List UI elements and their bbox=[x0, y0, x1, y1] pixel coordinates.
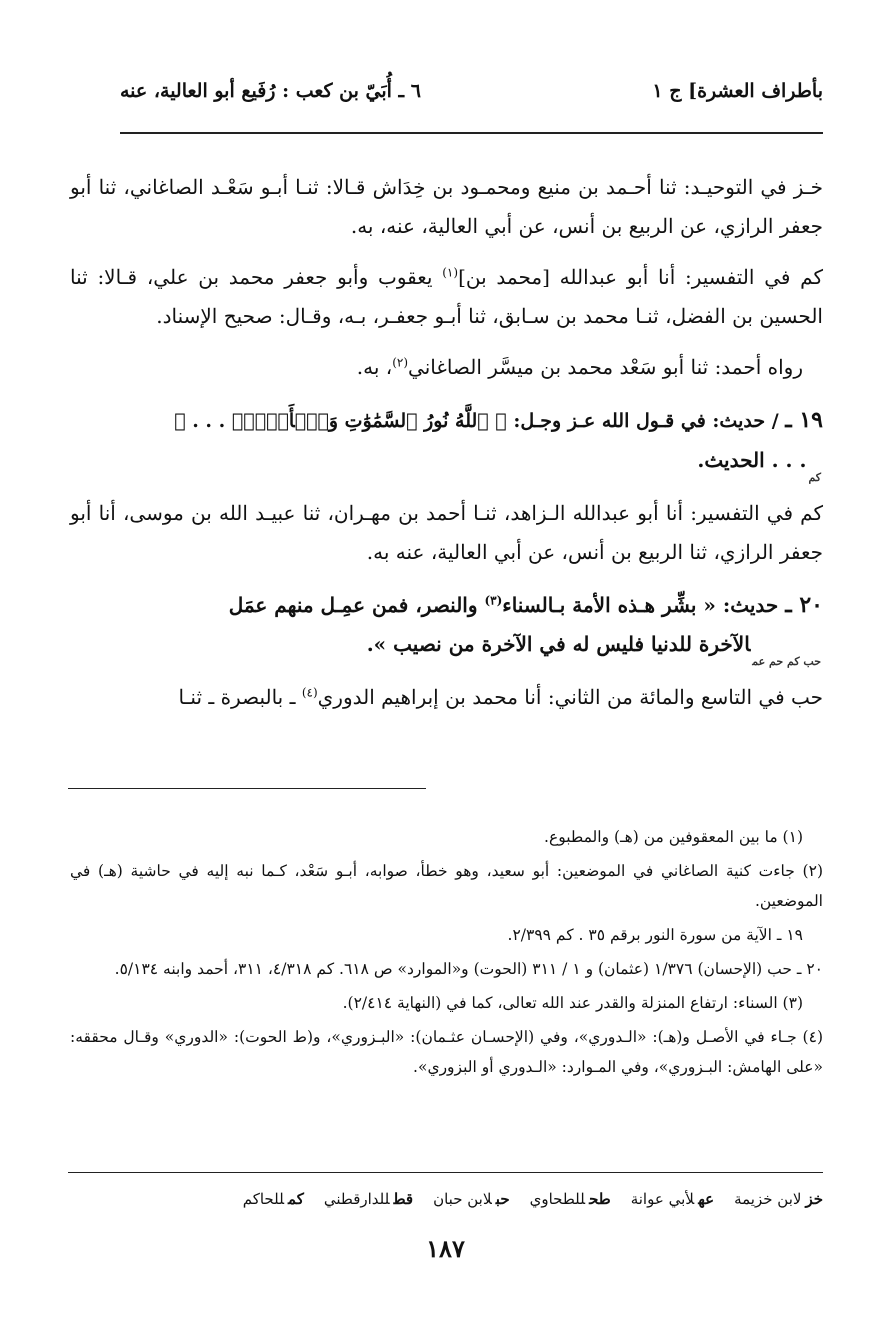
legend-item bbox=[243, 1190, 304, 1208]
siglum-legend bbox=[68, 1190, 823, 1208]
legend-item bbox=[324, 1190, 413, 1208]
source-siglum: كم bbox=[808, 471, 821, 484]
paragraph-text: خـز في التوحيـد: ثنا أحـمد بن منيع ومحمـود بن خِدَاش قـالا: ثنـا أبـو سَعْـد الصاغاني، ثنا أبو جعفر الرازي، عن الربيع بن أنس، عن أبي العالية، عنه، به. bbox=[70, 175, 823, 238]
legend-value: لابن حبان bbox=[433, 1190, 492, 1208]
paragraph-khuz bbox=[70, 168, 823, 246]
header-chapter: ٦ ـ أُبَيّ بن كعب : رُفَيع أبو العالية، عنه bbox=[120, 80, 421, 102]
legend-item bbox=[734, 1190, 823, 1208]
paragraph-ahmad bbox=[70, 348, 823, 387]
legend-key: طح bbox=[589, 1190, 611, 1208]
page-number: ١٨٧ bbox=[426, 1234, 465, 1263]
footnote: (٢) جاءت كنية الصاغاني في الموضعين: أبو سعيد، وهو خطأ، صوابه، أبـو سَعْد، كـما نبه إليه في حاشية (هـ) في الموضعين. bbox=[70, 862, 823, 910]
legend-rule bbox=[68, 1172, 823, 1173]
paragraph-hibban bbox=[70, 678, 823, 717]
legend-item bbox=[433, 1190, 510, 1208]
paragraph-text: كم في التفسير: أنا أبو عبدالله [محمد بن] bbox=[458, 265, 823, 289]
legend-key: كم bbox=[288, 1190, 304, 1208]
footnotes bbox=[70, 822, 823, 1086]
hadith-number: ١٩ ـ bbox=[785, 407, 823, 433]
header-volume: بأطراف العشرة] ج ١ bbox=[652, 80, 823, 102]
hadith-heading: والنصر، فمن عمِـل منهم عمَل bbox=[228, 593, 485, 617]
footnote: (٣) السناء: ارتفاع المنزلة والقدر عند الله تعالى، كما في (النهاية ٢/٤١٤). bbox=[342, 994, 803, 1012]
legend-key: قط bbox=[393, 1190, 414, 1208]
hadith-ending: . . . الحديث. bbox=[697, 448, 807, 472]
legend-value: لأبي عوانة bbox=[630, 1190, 695, 1208]
legend-item bbox=[631, 1190, 714, 1208]
legend-key: حب bbox=[495, 1190, 510, 1208]
footnote-ref-4: (٤) bbox=[301, 685, 318, 700]
paragraph-kam-tafsir-2 bbox=[70, 494, 823, 572]
paragraph-text: كم في التفسير: أنا أبو عبدالله الـزاهد، ثنـا أحمد بن مهـران، ثنا عبيـد الله بن موسى، أنا أبو جعفر الرازي، ثنا الربيع بن أنس، عن أبي العالية، عنه به. bbox=[70, 501, 823, 564]
running-header bbox=[120, 80, 823, 116]
footnote-ref-2: (٢) bbox=[392, 355, 409, 370]
source-siglum: حب كم حم عم bbox=[752, 655, 821, 668]
hadith-heading: حديث: « بشِّر هـذه الأمة بـالسناء bbox=[502, 593, 786, 617]
paragraph-text: ، به. bbox=[356, 355, 393, 379]
header-rule bbox=[120, 132, 823, 134]
legend-value: للحاكم bbox=[242, 1190, 285, 1208]
hadith-heading: / حديث: في قـول الله عـز وجـل: ﴿ ٱللَّهُ نُورُ ٱلسَّمَٰوَٰتِ وَٱلۡأَرۡضِۚ . . . ﴾ bbox=[174, 410, 786, 432]
footnote-ref-1: (١) bbox=[442, 265, 459, 280]
paragraph-text: رواه أحمد: ثنا أبو سَعْد محمد بن ميسَّر الصاغاني bbox=[408, 355, 803, 379]
paragraph-kam-tafsir bbox=[70, 258, 823, 336]
hadith-19 bbox=[70, 401, 823, 484]
hadith-20 bbox=[70, 586, 823, 668]
legend-item bbox=[530, 1190, 611, 1208]
legend-value: للطحاوي bbox=[529, 1190, 586, 1208]
footnote-ref-3: (٣) bbox=[484, 593, 503, 608]
main-text bbox=[70, 168, 823, 729]
footnote: ٢٠ ـ حب (الإحسان) ١/٣٧٦ (عثمان) و ١ / ٣١١ (الحوت) و«الموارد» ص ٦١٨. كم ٤/٣١٨، ٣١١، أحمد وابنه ٥/١٣٤. bbox=[114, 960, 823, 978]
legend-value: للدارقطني bbox=[323, 1190, 390, 1208]
footnote: ١٩ ـ الآية من سورة النور برقم ٣٥ . كم ٢/٣٩٩. bbox=[507, 926, 803, 944]
hadith-number: ٢٠ ـ bbox=[785, 592, 823, 618]
paragraph-text: حب في التاسع والمائة من الثاني: أنا محمد بن إبراهيم الدوري bbox=[317, 685, 823, 709]
footnote: (٤) جـاء في الأصـل و(هـ): «الـدوري»، وفي (الإحسـان عثـمان): «البـزوري»، و(ط الحوت): «الدوري» وقـال محققه: «على الهامش: البـزوري»، وفي المـوارد: «الـدوري أو البزوري». bbox=[70, 1028, 823, 1076]
paragraph-text: يعقوب وأبو جعفر محمد بن علي، قـالا: ثنا الحسين بن الفضل، ثنـا محمد بن سـابق، ثنا أبـو جعفـر، بـه، وقـال: صحيح الإسناد. bbox=[70, 265, 823, 328]
paragraph-text: ـ بالبصرة ـ ثنـا bbox=[178, 685, 302, 709]
legend-key: خز bbox=[805, 1190, 823, 1208]
legend-key: عه bbox=[698, 1190, 715, 1208]
legend-value: لابن خزيمة bbox=[734, 1190, 802, 1208]
footnote-rule bbox=[68, 788, 426, 789]
footnote: (١) ما بين المعقوفين من (هـ) والمطبوع. bbox=[544, 828, 803, 846]
hadith-ending: الآخرة للدنيا فليس له في الآخرة من نصيب ». bbox=[366, 632, 751, 656]
